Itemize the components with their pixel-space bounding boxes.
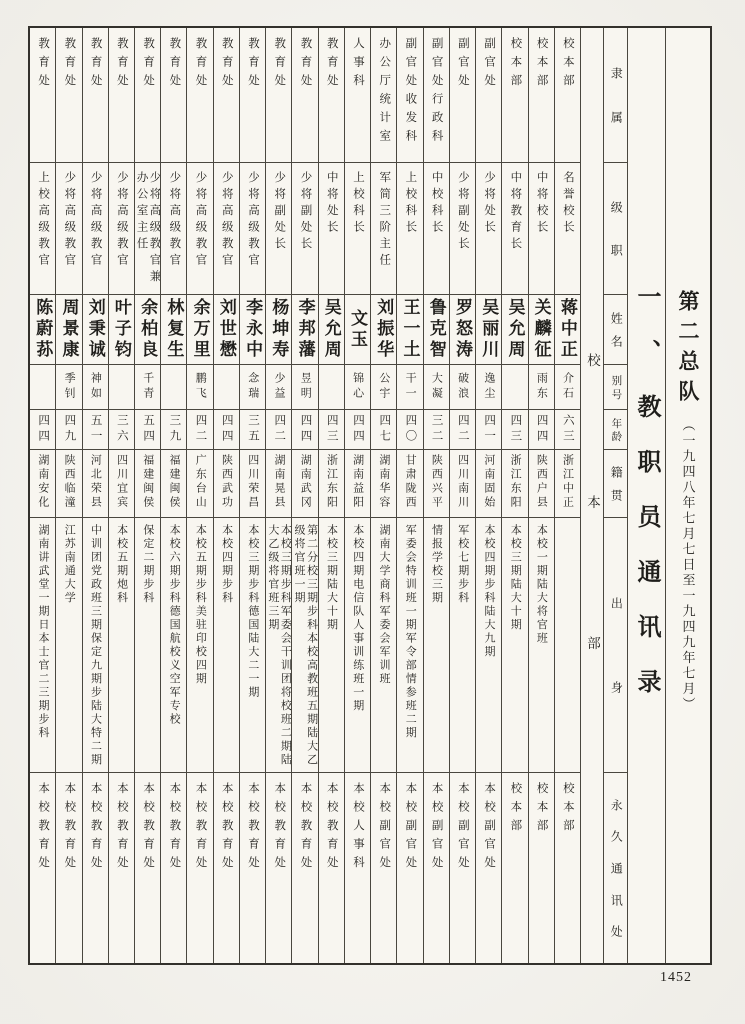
cell-rank: 少将副处长 bbox=[450, 163, 475, 295]
cell-age: 三九 bbox=[161, 410, 186, 450]
cell-alias bbox=[109, 365, 134, 410]
cell-name: 周景康 bbox=[56, 295, 81, 365]
cell-alias: 鹏飞 bbox=[187, 365, 212, 410]
cell-background: 保定二期步科 bbox=[135, 518, 160, 773]
cell-affiliation: 校本部 bbox=[502, 28, 527, 163]
cell-name: 吴丽川 bbox=[476, 295, 501, 365]
cell-alias bbox=[502, 365, 527, 410]
person-column bbox=[83, 28, 109, 963]
cell-origin: 河北荣县 bbox=[83, 450, 108, 518]
cell-background: 第二分校三期步科本校高教班五期陆大乙级将官班一期 bbox=[292, 518, 317, 773]
person-column bbox=[30, 28, 56, 963]
cell-name: 叶子钧 bbox=[109, 295, 134, 365]
cell-rank: 少将高级教官 bbox=[83, 163, 108, 295]
cell-alias bbox=[30, 365, 55, 410]
cell-age: 四四 bbox=[345, 410, 370, 450]
cell-name: 林复生 bbox=[161, 295, 186, 365]
person-column bbox=[56, 28, 82, 963]
person-column bbox=[135, 28, 161, 963]
cell-address: 本校教育处 bbox=[194, 782, 207, 875]
cell-origin: 陕西临潼 bbox=[56, 450, 81, 518]
cell-age: 四九 bbox=[56, 410, 81, 450]
cell-origin: 浙江中正 bbox=[555, 450, 580, 518]
cell-rank: 中将教育长 bbox=[502, 163, 527, 295]
cell-affiliation: 校本部 bbox=[555, 28, 580, 163]
cell-age: 五一 bbox=[83, 410, 108, 450]
cell-alias: 昱明 bbox=[292, 365, 317, 410]
cell-affiliation: 校本部 bbox=[529, 28, 554, 163]
cell-rank: 少将高级教官 bbox=[214, 163, 239, 295]
section-title: 一、教职员通讯录 bbox=[633, 284, 659, 724]
cell-alias: 念瑞 bbox=[240, 365, 265, 410]
cell-background: 本校六期步科德国航校义空军专校 bbox=[161, 518, 186, 773]
cell-background: 本校四期步科 bbox=[214, 518, 239, 773]
cell-rank: 少将副处长 bbox=[266, 163, 291, 295]
cell-background: 湖南大学商科军委会军训班 bbox=[371, 518, 396, 773]
cell-origin: 浙江东阳 bbox=[319, 450, 344, 518]
cell-affiliation: 教育处 bbox=[30, 28, 55, 163]
cell-name: 吴允周 bbox=[502, 295, 527, 365]
cell-rank: 少将高级教官 bbox=[161, 163, 186, 295]
person-column bbox=[240, 28, 266, 963]
cell-address: 本校教育处 bbox=[63, 782, 76, 875]
person-column bbox=[345, 28, 371, 963]
cell-age: 四二 bbox=[450, 410, 475, 450]
cell-background: 本校三期陆大十期 bbox=[319, 518, 344, 773]
cell-address: 校本部 bbox=[509, 782, 522, 838]
cell-affiliation: 副官处 bbox=[450, 28, 475, 163]
cell-background: 本校四期步科陆大九期 bbox=[476, 518, 501, 773]
cell-name: 刘振华 bbox=[371, 295, 396, 365]
cell-alias: 逸尘 bbox=[476, 365, 501, 410]
cell-origin: 湖南晃县 bbox=[266, 450, 291, 518]
cell-origin: 四川南川 bbox=[450, 450, 475, 518]
cell-age: 四〇 bbox=[397, 410, 422, 450]
cell-age: 四七 bbox=[371, 410, 396, 450]
person-column bbox=[292, 28, 318, 963]
header-origin: 籍 贯 bbox=[604, 450, 627, 518]
cell-rank: 少将高级教官 bbox=[56, 163, 81, 295]
cell-background: 本校三期陆大十期 bbox=[502, 518, 527, 773]
cell-affiliation: 教育处 bbox=[240, 28, 265, 163]
cell-address: 本校教育处 bbox=[37, 782, 50, 875]
cell-age: 四四 bbox=[529, 410, 554, 450]
cell-background: 军校七期步科 bbox=[450, 518, 475, 773]
cell-rank: 军简三阶主任 bbox=[371, 163, 396, 295]
cell-name: 杨坤寿 bbox=[266, 295, 291, 365]
person-column bbox=[476, 28, 502, 963]
cell-background: 本校三期步科德国陆大二一期 bbox=[240, 518, 265, 773]
cell-background: 军委会特训班一期军令部情参班二期 bbox=[397, 518, 422, 773]
person-column bbox=[502, 28, 528, 963]
person-column bbox=[187, 28, 213, 963]
person-column bbox=[529, 28, 555, 963]
cell-origin: 福建闽侯 bbox=[161, 450, 186, 518]
cell-age: 四一 bbox=[476, 410, 501, 450]
cell-name: 刘世懋 bbox=[214, 295, 239, 365]
cell-rank: 少将高级教官兼办公室主任 bbox=[135, 163, 160, 295]
volume-title-cell bbox=[666, 28, 710, 963]
header-affiliation: 隶 属 bbox=[604, 28, 627, 163]
cell-address: 校本部 bbox=[561, 782, 574, 838]
person-column bbox=[319, 28, 345, 963]
header-rank: 级 职 bbox=[604, 163, 627, 295]
cell-origin: 河南固始 bbox=[476, 450, 501, 518]
cell-rank: 名誉校长 bbox=[555, 163, 580, 295]
cell-name: 余万里 bbox=[187, 295, 212, 365]
person-column bbox=[555, 28, 581, 963]
cell-alias: 介石 bbox=[555, 365, 580, 410]
volume-title-dates: （一九四八年七月七日至一九四九年七月） bbox=[680, 418, 696, 713]
cell-address: 本校人事科 bbox=[351, 782, 364, 875]
cell-alias: 公宇 bbox=[371, 365, 396, 410]
cell-background: 中训团党政班三期保定九期步陆大特二期 bbox=[83, 518, 108, 773]
cell-alias bbox=[214, 365, 239, 410]
table-header-column bbox=[604, 28, 628, 963]
cell-origin: 湖南益阳 bbox=[345, 450, 370, 518]
cell-age: 四三 bbox=[319, 410, 344, 450]
cell-address: 本校教育处 bbox=[168, 782, 181, 875]
cell-affiliation: 教育处 bbox=[83, 28, 108, 163]
cell-rank: 少将处长 bbox=[476, 163, 501, 295]
cell-rank: 中将处长 bbox=[319, 163, 344, 295]
cell-rank: 少将副处长 bbox=[292, 163, 317, 295]
cell-rank: 少将高级教官 bbox=[187, 163, 212, 295]
cell-background: 本校四期电信队人事训练班一期 bbox=[345, 518, 370, 773]
cell-affiliation: 教育处 bbox=[135, 28, 160, 163]
cell-origin: 陕西户县 bbox=[529, 450, 554, 518]
cell-age: 四四 bbox=[30, 410, 55, 450]
cell-age: 四四 bbox=[292, 410, 317, 450]
person-column bbox=[109, 28, 135, 963]
cell-address: 本校副官处 bbox=[456, 782, 469, 875]
cell-age: 三五 bbox=[240, 410, 265, 450]
cell-age: 四二 bbox=[187, 410, 212, 450]
header-address: 永 久 通 讯 处 bbox=[609, 798, 624, 938]
cell-alias: 千青 bbox=[135, 365, 160, 410]
cell-affiliation: 教育处 bbox=[266, 28, 291, 163]
cell-background: 情报学校三期 bbox=[424, 518, 449, 773]
person-column bbox=[161, 28, 187, 963]
cell-address: 本校副官处 bbox=[404, 782, 417, 875]
cell-name: 蒋中正 bbox=[555, 295, 580, 365]
cell-origin: 湖南武冈 bbox=[292, 450, 317, 518]
cell-alias: 雨东 bbox=[529, 365, 554, 410]
cell-origin: 陕西兴平 bbox=[424, 450, 449, 518]
person-column bbox=[450, 28, 476, 963]
cell-address: 本校教育处 bbox=[115, 782, 128, 875]
cell-address: 本校教育处 bbox=[247, 782, 260, 875]
cell-alias bbox=[319, 365, 344, 410]
cell-address: 本校副官处 bbox=[378, 782, 391, 875]
cell-age: 四二 bbox=[266, 410, 291, 450]
person-column bbox=[266, 28, 292, 963]
cell-origin: 广东台山 bbox=[187, 450, 212, 518]
cell-origin: 湖南安化 bbox=[30, 450, 55, 518]
cell-alias: 季钊 bbox=[56, 365, 81, 410]
cell-background: 本校三期步科军委会干训团将校班二期陆大乙级将官班三期 bbox=[266, 518, 291, 773]
cell-origin: 甘肃陇西 bbox=[397, 450, 422, 518]
cell-address: 本校教育处 bbox=[142, 782, 155, 875]
cell-affiliation: 办公厅统计室 bbox=[371, 28, 396, 163]
cell-background: 江苏南通大学 bbox=[56, 518, 81, 773]
header-background: 出 身 bbox=[604, 518, 627, 773]
cell-alias: 神如 bbox=[83, 365, 108, 410]
cell-alias: 锦心 bbox=[345, 365, 370, 410]
cell-alias: 破浪 bbox=[450, 365, 475, 410]
cell-background: 本校五期步科美驻印校四期 bbox=[187, 518, 212, 773]
cell-age: 五四 bbox=[135, 410, 160, 450]
cell-affiliation: 教育处 bbox=[161, 28, 186, 163]
volume-title-column bbox=[666, 28, 710, 963]
person-column bbox=[424, 28, 450, 963]
cell-affiliation: 副官处 bbox=[476, 28, 501, 163]
cell-address: 本校教育处 bbox=[89, 782, 102, 875]
cell-rank: 中将校长 bbox=[529, 163, 554, 295]
cell-origin: 浙江东阳 bbox=[502, 450, 527, 518]
cell-origin: 湖南华容 bbox=[371, 450, 396, 518]
cell-age: 四四 bbox=[214, 410, 239, 450]
cell-background: 本校五期炮科 bbox=[109, 518, 134, 773]
cell-affiliation: 教育处 bbox=[56, 28, 81, 163]
cell-origin: 四川宜宾 bbox=[109, 450, 134, 518]
cell-name: 鲁克智 bbox=[424, 295, 449, 365]
cell-address: 本校教育处 bbox=[325, 782, 338, 875]
cell-age: 三六 bbox=[109, 410, 134, 450]
cell-rank: 少将高级教官 bbox=[109, 163, 134, 295]
header-name: 姓 名 bbox=[604, 295, 627, 365]
cell-address: 本校副官处 bbox=[430, 782, 443, 875]
cell-name: 余柏良 bbox=[135, 295, 160, 365]
cell-rank: 上校科长 bbox=[397, 163, 422, 295]
cell-affiliation: 教育处 bbox=[319, 28, 344, 163]
person-column bbox=[214, 28, 240, 963]
cell-name: 李邦藩 bbox=[292, 295, 317, 365]
cell-origin: 福建闽侯 bbox=[135, 450, 160, 518]
person-column bbox=[371, 28, 397, 963]
cell-alias: 少益 bbox=[266, 365, 291, 410]
cell-age: 六三 bbox=[555, 410, 580, 450]
header-alias: 别 号 bbox=[604, 365, 627, 410]
cell-age: 四三 bbox=[502, 410, 527, 450]
cell-name: 王一土 bbox=[397, 295, 422, 365]
cell-affiliation: 副官处行政科 bbox=[424, 28, 449, 163]
cell-age: 三二 bbox=[424, 410, 449, 450]
section-title-column bbox=[628, 28, 666, 963]
group-label-column bbox=[581, 28, 604, 963]
cell-affiliation: 教育处 bbox=[187, 28, 212, 163]
cell-alias: 大凝 bbox=[424, 365, 449, 410]
page-number: 1452 bbox=[660, 970, 692, 985]
cell-rank: 上校高级教官 bbox=[30, 163, 55, 295]
cell-address: 本校教育处 bbox=[273, 782, 286, 875]
cell-affiliation: 教育处 bbox=[214, 28, 239, 163]
cell-name: 李永中 bbox=[240, 295, 265, 365]
cell-background bbox=[555, 518, 580, 773]
cell-origin: 四川荣昌 bbox=[240, 450, 265, 518]
cell-origin: 陕西武功 bbox=[214, 450, 239, 518]
cell-address: 本校副官处 bbox=[483, 782, 496, 875]
volume-title: 第二总队 bbox=[676, 290, 700, 410]
cell-name: 刘秉诚 bbox=[83, 295, 108, 365]
cell-rank: 中校科长 bbox=[424, 163, 449, 295]
cell-address: 校本部 bbox=[535, 782, 548, 838]
cell-rank: 上校科长 bbox=[345, 163, 370, 295]
cell-affiliation: 教育处 bbox=[109, 28, 134, 163]
cell-affiliation: 副官处收发科 bbox=[397, 28, 422, 163]
cell-name: 吴允周 bbox=[319, 295, 344, 365]
cell-name: 罗怒涛 bbox=[450, 295, 475, 365]
roster-table bbox=[28, 26, 712, 965]
group-label: 校 本 部 bbox=[585, 353, 600, 650]
person-column bbox=[397, 28, 423, 963]
cell-name: 陈蔚荪 bbox=[30, 295, 55, 365]
cell-alias bbox=[161, 365, 186, 410]
cell-address: 本校教育处 bbox=[220, 782, 233, 875]
cell-name: 文玉 bbox=[345, 295, 370, 365]
cell-rank: 少将高级教官 bbox=[240, 163, 265, 295]
header-age: 年 龄 bbox=[604, 410, 627, 450]
cell-address: 本校教育处 bbox=[299, 782, 312, 875]
cell-background: 本校一期陆大将官班 bbox=[529, 518, 554, 773]
cell-background: 湖南讲武堂一期日本士官二三期步科 bbox=[30, 518, 55, 773]
cell-alias: 干一 bbox=[397, 365, 422, 410]
cell-affiliation: 教育处 bbox=[292, 28, 317, 163]
cell-name: 关麟征 bbox=[529, 295, 554, 365]
cell-affiliation: 人事科 bbox=[345, 28, 370, 163]
